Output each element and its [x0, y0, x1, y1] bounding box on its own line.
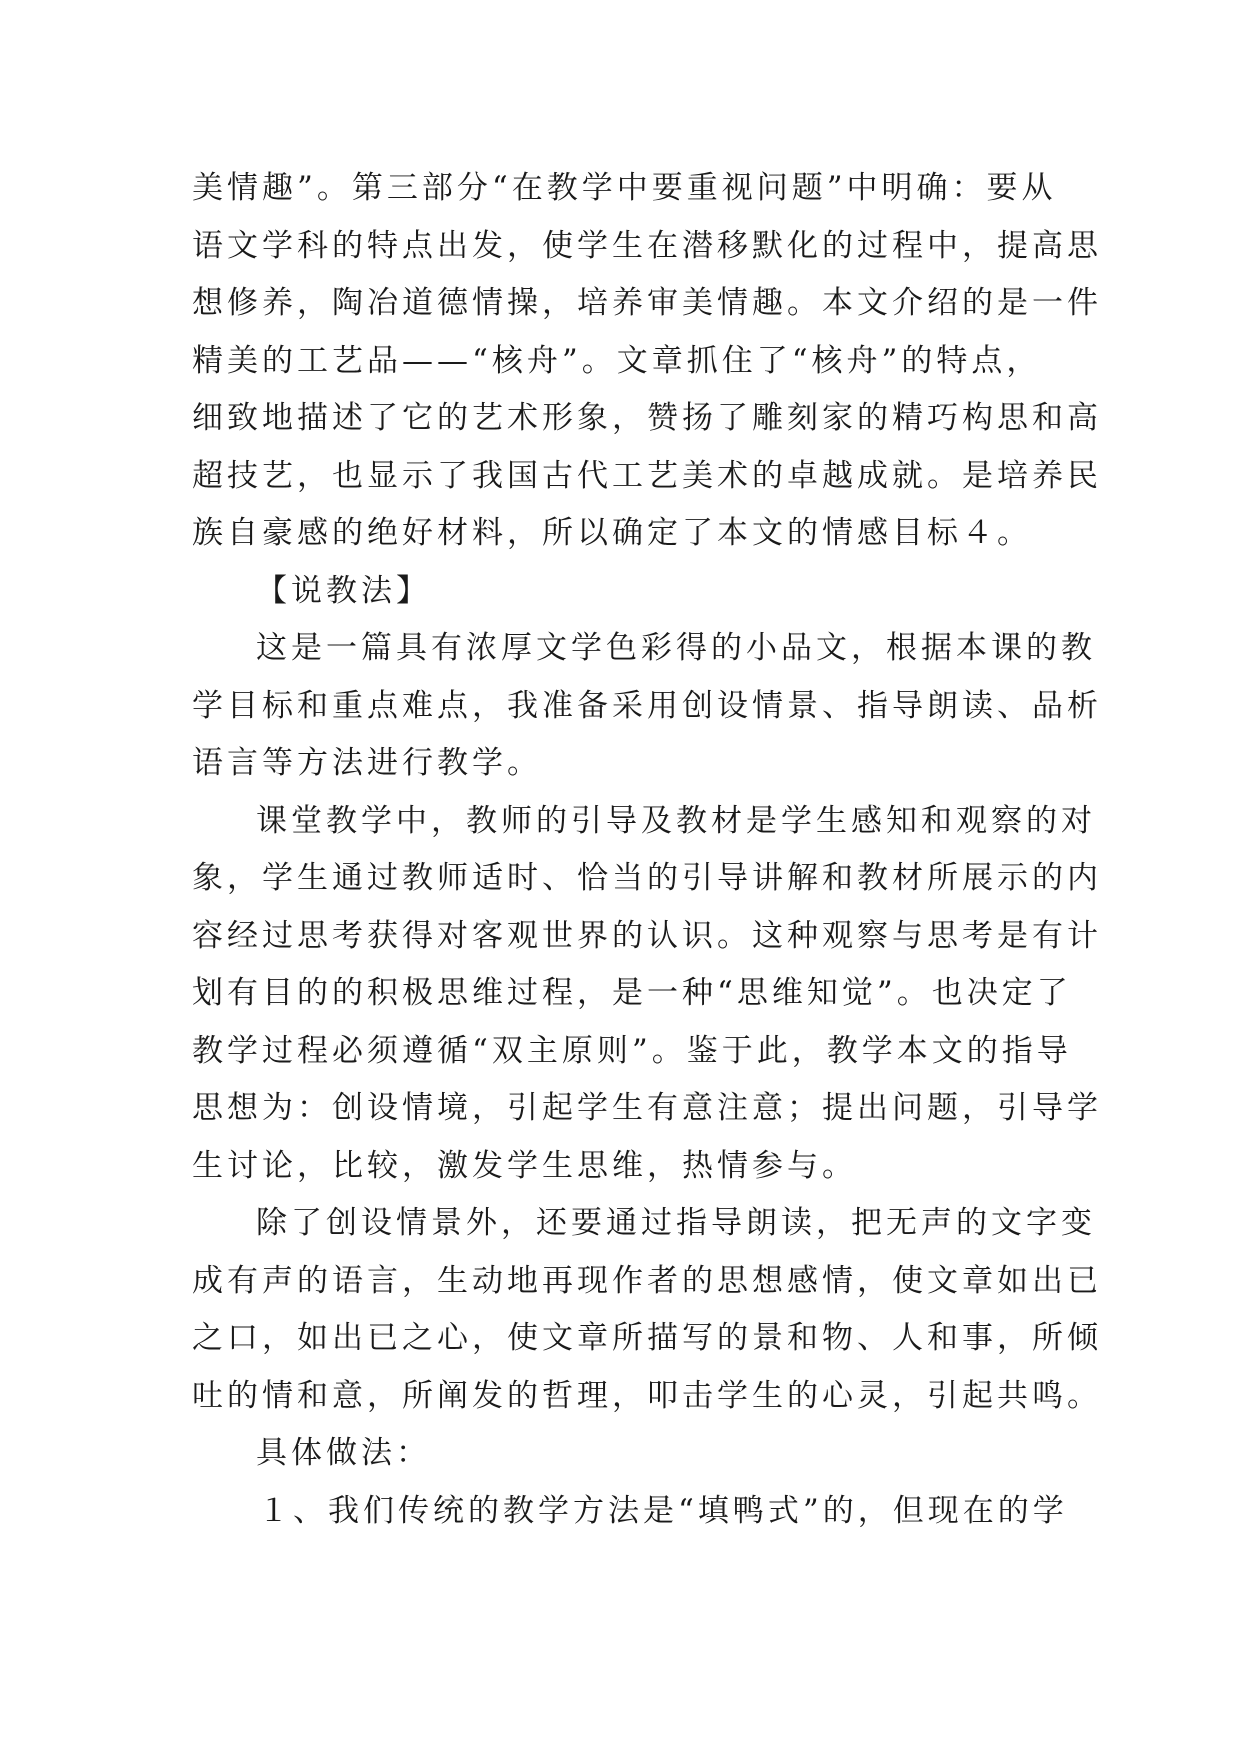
text-line: 美情趣”。第三部分“在教学中要重视问题”中明确：要从 [192, 170, 1057, 206]
text-line: 思想为：创设情境，引起学生有意注意；提出问题，引导学 [192, 1090, 1102, 1126]
text-line: 教学过程必须遵循“双主原则”。鉴于此，教学本文的指导 [192, 1032, 1072, 1069]
text-line: 课堂教学中，教师的引导及教材是学生感知和观察的对 [256, 802, 1096, 839]
text-line: 具体做法： [256, 1435, 431, 1471]
text-line: 容经过思考获得对客观世界的认识。这种观察与思考是有计 [192, 917, 1102, 954]
text-line: 精美的工艺品——“核舟”。文章抓住了“核舟”的特点， [192, 342, 1042, 379]
body-text [192, 160, 1102, 1540]
text-line: 超技艺，也显示了我国古代工艺美术的卓越成就。是培养民 [192, 457, 1102, 494]
text-line: 语文学科的特点出发，使学生在潜移默化的过程中，提高思 [192, 227, 1102, 264]
text-line: 生讨论，比较，激发学生思维，热情参与。 [192, 1147, 857, 1184]
text-line: 成有声的语言，生动地再现作者的思想感情，使文章如出已 [192, 1262, 1102, 1299]
text-line: 除了创设情景外，还要通过指导朗读，把无声的文字变 [256, 1205, 1096, 1241]
text-line: 吐的情和意，所阐发的哲理，叩击学生的心灵，引起共鸣。 [192, 1377, 1102, 1414]
text-line: 这是一篇具有浓厚文学色彩得的小品文，根据本课的教 [256, 630, 1096, 666]
text-line: 细致地描述了它的艺术形象，赞扬了雕刻家的精巧构思和高 [192, 400, 1102, 436]
text-line: 象，学生通过教师适时、恰当的引导讲解和教材所展示的内 [192, 860, 1102, 896]
text-line: １、我们传统的教学方法是“填鸭式”的，但现在的学 [258, 1492, 1068, 1529]
text-line: 族自豪感的绝好材料，所以确定了本文的情感目标４。 [192, 515, 1032, 551]
text-line: 划有目的的积极思维过程，是一种“思维知觉”。也决定了 [192, 975, 1072, 1011]
text-line: 学目标和重点难点，我准备采用创设情景、指导朗读、品析 [192, 687, 1102, 724]
section-heading: 【说教法】 [256, 572, 431, 609]
text-line: 想修养，陶冶道德情操，培养审美情趣。本文介绍的是一件 [192, 285, 1102, 321]
text-line: 语言等方法进行教学。 [192, 745, 542, 781]
text-line: 之口，如出已之心，使文章所描写的景和物、人和事，所倾 [192, 1320, 1102, 1356]
